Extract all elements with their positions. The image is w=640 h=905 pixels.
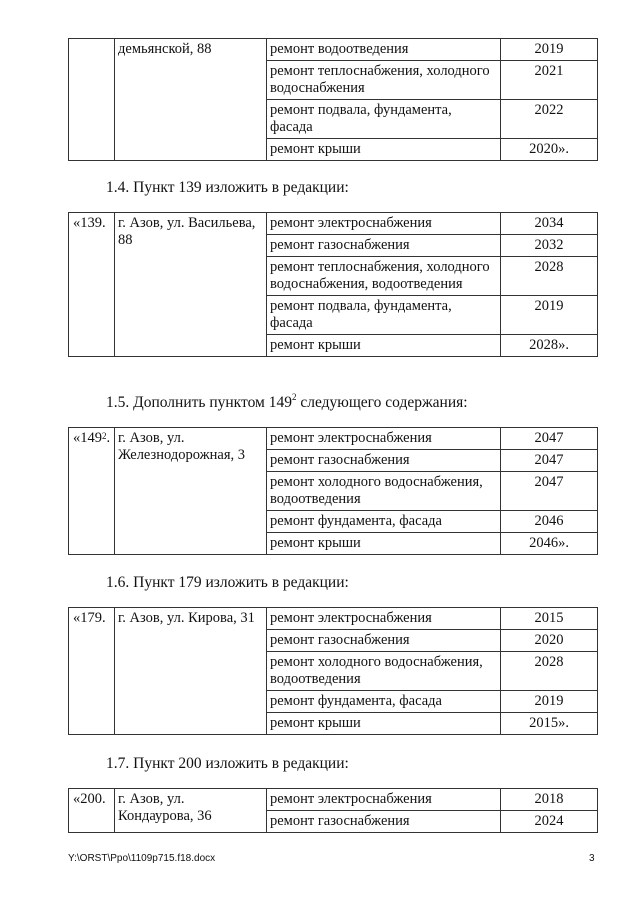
work-cell: ремонт электроснабжения [267,789,501,811]
work-cell: ремонт водоотведения [267,39,501,61]
year-cell: 2047 [501,472,598,511]
address-cell: демьянской, 88 [115,39,267,161]
year-cell: 2024 [501,811,598,833]
work-cell: ремонт теплоснабжения, холодного водоснабжения [267,61,501,100]
table-item-200 [68,788,598,833]
year-cell: 2046 [501,511,598,533]
table-row [69,608,598,630]
work-cell: ремонт газоснабжения [267,811,501,833]
work-cell: ремонт газоснабжения [267,630,501,652]
year-cell: 2046». [501,533,598,555]
year-cell: 2018 [501,789,598,811]
year-cell: 2034 [501,213,598,235]
work-cell: ремонт теплоснабжения, холодного водоснабжения, водоотведения [267,257,501,296]
year-cell: 2015 [501,608,598,630]
item-number-tail: . [106,430,111,446]
address-cell: г. Азов, ул. Кондаурова, 36 [115,789,267,833]
work-cell: ремонт холодного водоснабжения, водоотведения [267,652,501,691]
item-number-superscript: 2 [102,431,107,441]
work-cell: ремонт подвала, фундамента, фасада [267,296,501,335]
year-cell: 2020 [501,630,598,652]
table-item-149-2 [68,427,598,555]
address-cell: г. Азов, ул. Васильева, 88 [115,213,267,357]
item-number-cell [69,428,115,555]
paragraph-1-7: 1.7. Пункт 200 изложить в редакции: [106,755,349,772]
year-cell: 2022 [501,100,598,139]
year-cell: 2021 [501,61,598,100]
work-cell: ремонт крыши [267,533,501,555]
address-cell: г. Азов, ул. Кирова, 31 [115,608,267,735]
paragraph-1-4: 1.4. Пункт 139 изложить в редакции: [106,179,349,196]
year-cell: 2019 [501,39,598,61]
paragraph-text: 1.5. Дополнить пунктом 149 [106,394,292,411]
address-cell: г. Азов, ул. Железнодорожная, 3 [115,428,267,555]
work-cell: ремонт крыши [267,139,501,161]
item-number-cell: «139. [69,213,115,357]
paragraph-1-6: 1.6. Пункт 179 изложить в редакции: [106,574,349,591]
year-cell: 2020». [501,139,598,161]
work-cell: ремонт подвала, фундамента, фасада [267,100,501,139]
work-cell: ремонт электроснабжения [267,608,501,630]
paragraph-tail: следующего содержания: [296,394,468,411]
work-cell: ремонт крыши [267,335,501,357]
table-row [69,789,598,811]
item-number-cell: «179. [69,608,115,735]
year-cell: 2028 [501,257,598,296]
year-cell: 2019 [501,691,598,713]
year-cell: 2028 [501,652,598,691]
year-cell: 2047 [501,450,598,472]
item-number-cell [69,39,115,161]
item-number: «149 [73,430,102,446]
table-row [69,428,598,450]
footer-file-path: Y:\ORST\Ppo\1109p715.f18.docx [68,853,216,864]
table-item-179 [68,607,598,735]
work-cell: ремонт фундамента, фасада [267,511,501,533]
work-cell: ремонт крыши [267,713,501,735]
year-cell: 2015». [501,713,598,735]
year-cell: 2019 [501,296,598,335]
work-cell: ремонт газоснабжения [267,450,501,472]
page-number: 3 [589,853,595,864]
table-item-139 [68,212,598,357]
superscript: 2 [291,392,297,402]
work-cell: ремонт электроснабжения [267,428,501,450]
item-number-cell: «200. [69,789,115,833]
work-cell: ремонт электроснабжения [267,213,501,235]
table-row [69,213,598,235]
work-cell: ремонт фундамента, фасада [267,691,501,713]
year-cell: 2032 [501,235,598,257]
table-row [69,39,598,61]
table-continuation [68,38,598,161]
paragraph-1-5 [106,394,468,412]
year-cell: 2028». [501,335,598,357]
work-cell: ремонт газоснабжения [267,235,501,257]
work-cell: ремонт холодного водоснабжения, водоотведения [267,472,501,511]
year-cell: 2047 [501,428,598,450]
